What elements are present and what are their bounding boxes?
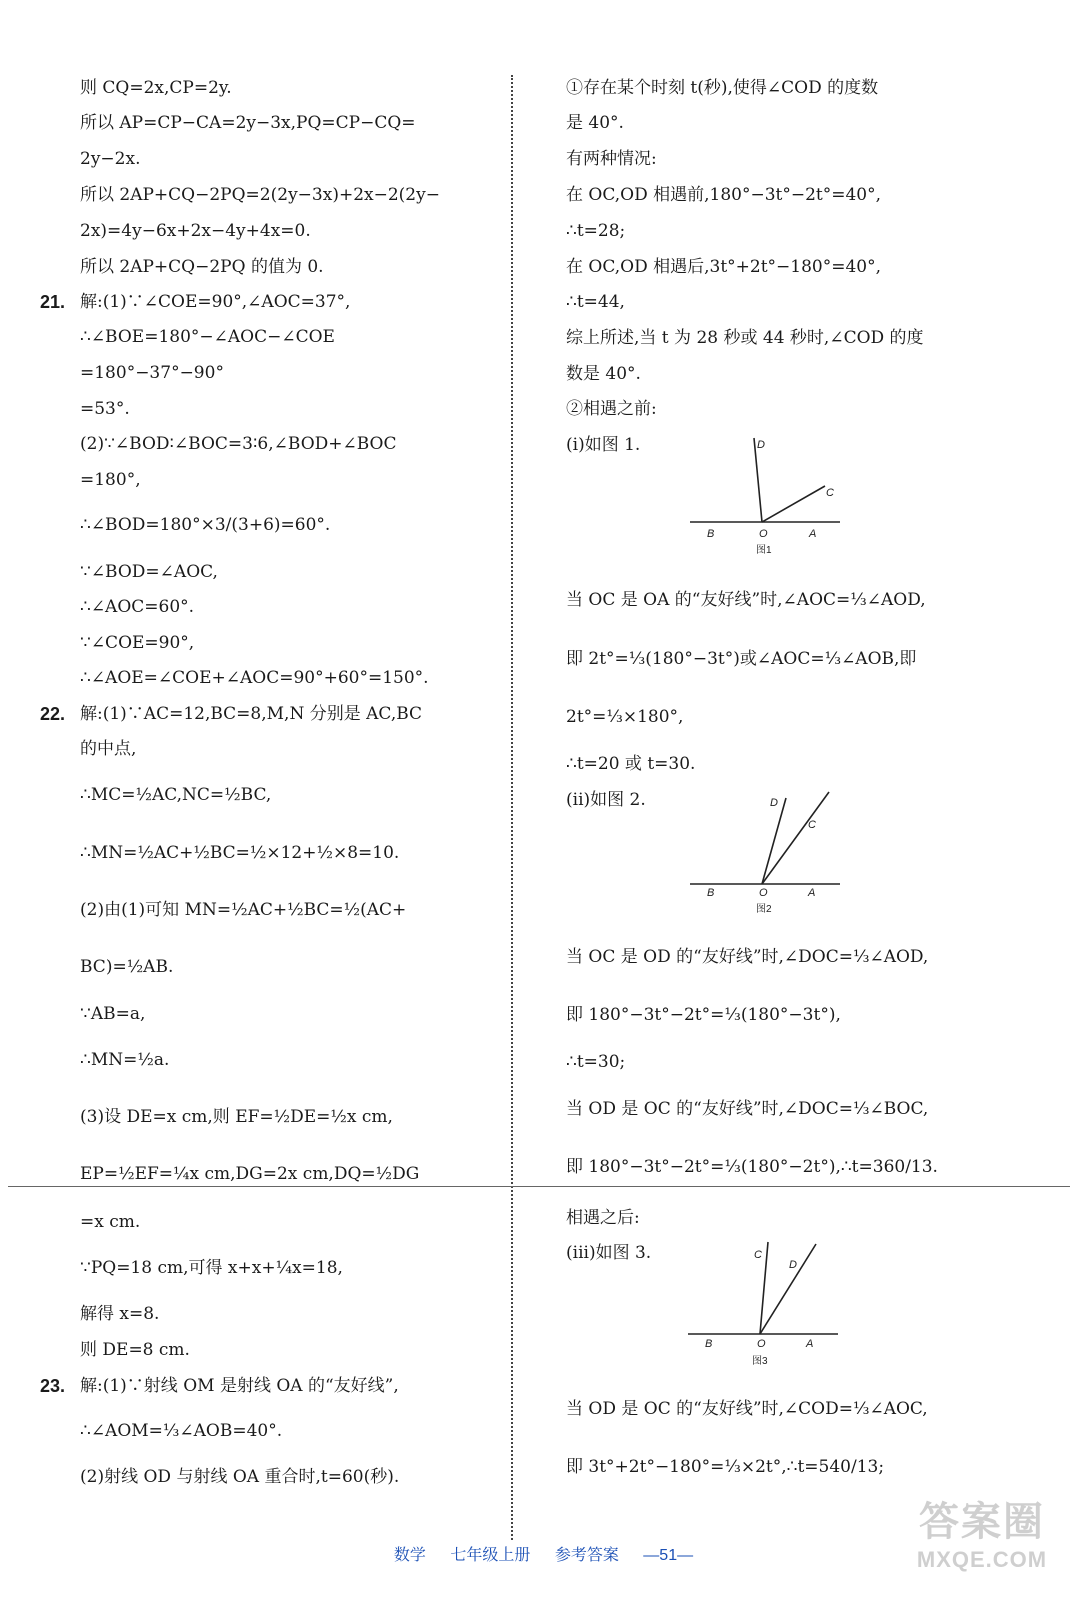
footer-grade: 七年级上册	[450, 1547, 531, 1564]
text-line: (iii)如图 3.	[566, 1243, 652, 1263]
figure-3	[688, 1240, 843, 1370]
text-line: =53°.	[80, 399, 130, 419]
text-line: 2t°=⅓×180°,	[566, 707, 684, 727]
text-line: 则 DE=8 cm.	[80, 1340, 190, 1360]
text-line: 则 CQ=2x,CP=2y.	[80, 78, 232, 98]
text-line: ②相遇之前:	[566, 399, 657, 419]
text-line: (2)∵∠BOD∶∠BOC=3∶6,∠BOD+∠BOC	[80, 434, 397, 454]
text-line: ∴MN=½a.	[80, 1050, 170, 1070]
label-a: A	[806, 1338, 814, 1350]
text-line: 即 3t°+2t°−180°=⅓×2t°,∴t=540/13;	[566, 1457, 885, 1477]
text-line: 当 OC 是 OD 的“友好线”时,∠DOC=⅓∠AOD,	[566, 947, 929, 967]
text-line: ∴t=28;	[566, 221, 626, 241]
text-line: 解得 x=8.	[80, 1304, 160, 1324]
label-b: B	[705, 1338, 713, 1350]
text-line: ∴t=30;	[566, 1052, 626, 1072]
question-number: 23.	[40, 1376, 66, 1396]
question-number: 22.	[40, 704, 66, 724]
text-line: 2x)=4y−6x+2x−4y+4x=0.	[80, 221, 311, 241]
column-divider	[511, 75, 513, 1540]
label-o: O	[759, 528, 768, 540]
text-line: 的中点,	[80, 739, 137, 759]
text-line: 综上所述,当 t 为 28 秒或 44 秒时,∠COD 的度	[566, 328, 924, 348]
text-line: (ii)如图 2.	[566, 790, 646, 810]
text-line: 相遇之后:	[566, 1208, 640, 1228]
label-o: O	[759, 887, 768, 899]
label-b: B	[707, 887, 715, 899]
text-line: ∵∠BOD=∠AOC,	[80, 562, 218, 582]
figure-2	[690, 790, 845, 916]
label-d: D	[770, 797, 778, 809]
label-b: B	[707, 528, 715, 540]
watermark-logo	[897, 1490, 1067, 1590]
text-line: ①存在某个时刻 t(秒),使得∠COD 的度数	[566, 78, 879, 98]
text-line: 当 OD 是 OC 的“友好线”时,∠COD=⅓∠AOC,	[566, 1399, 928, 1419]
label-o: O	[757, 1338, 766, 1350]
text-line: 即 2t°=⅓(180°−3t°)或∠AOC=⅓∠AOB,即	[566, 649, 917, 669]
text-line: ∴t=20 或 t=30.	[566, 754, 696, 774]
label-a: A	[809, 528, 817, 540]
text-line: 当 OD 是 OC 的“友好线”时,∠DOC=⅓∠BOC,	[566, 1099, 929, 1119]
text-line: ∵AB=a,	[80, 1004, 146, 1024]
text-line: 所以 2AP+CQ−2PQ=2(2y−3x)+2x−2(2y−	[80, 185, 440, 205]
figure-caption: 图2	[756, 904, 772, 915]
figure-caption: 图3	[752, 1356, 768, 1367]
text-line: 在 OC,OD 相遇前,180°−3t°−2t°=40°,	[566, 185, 882, 205]
text-line: BC)=½AB.	[80, 957, 174, 977]
text-line: (2)射线 OD 与射线 OA 重合时,t=60(秒).	[80, 1467, 400, 1487]
text-line: 在 OC,OD 相遇后,3t°+2t°−180°=40°,	[566, 257, 882, 277]
text-line: ∴∠AOM=⅓∠AOB=40°.	[80, 1421, 283, 1441]
watermark-title: 答案圈	[919, 1500, 1045, 1544]
label-c: C	[754, 1249, 762, 1261]
text-line: 所以 2AP+CQ−2PQ 的值为 0.	[80, 257, 324, 277]
footer-subject: 数学	[393, 1547, 426, 1564]
text-line: ∴MC=½AC,NC=½BC,	[80, 785, 272, 805]
page-number: —51—	[643, 1547, 694, 1564]
label-a: A	[808, 887, 816, 899]
text-line: ∴∠AOE=∠COE+∠AOC=90°+60°=150°.	[80, 668, 429, 688]
text-line: 解:(1)∵∠COE=90°,∠AOC=37°,	[80, 292, 351, 312]
text-line: ∵PQ=18 cm,可得 x+x+¼x=18,	[80, 1258, 343, 1278]
text-line: 当 OC 是 OA 的“友好线”时,∠AOC=⅓∠AOD,	[566, 590, 926, 610]
question-number: 21.	[40, 292, 66, 312]
text-line: ∵∠COE=90°,	[80, 633, 195, 653]
text-line: 所以 AP=CP−CA=2y−3x,PQ=CP−CQ=	[80, 113, 416, 133]
text-line: EP=½EF=¼x cm,DG=2x cm,DQ=½DG	[80, 1164, 420, 1184]
text-line: 是 40°.	[566, 113, 624, 133]
horizontal-rule	[8, 1186, 1070, 1187]
text-line: 解:(1)∵AC=12,BC=8,M,N 分别是 AC,BC	[80, 704, 423, 724]
text-line: 解:(1)∵射线 OM 是射线 OA 的“友好线”,	[80, 1376, 399, 1396]
text-line: ∴∠AOC=60°.	[80, 597, 195, 617]
watermark-url: MXQE.COM	[916, 1547, 1048, 1572]
figure-1	[690, 436, 845, 562]
footer-section: 参考答案	[554, 1547, 619, 1564]
text-line: 数是 40°.	[566, 364, 641, 384]
label-c: C	[826, 487, 834, 499]
text-line: (3)设 DE=x cm,则 EF=½DE=½x cm,	[80, 1107, 393, 1127]
label-d: D	[789, 1259, 797, 1271]
text-line: (i)如图 1.	[566, 435, 641, 455]
text-line: 有两种情况:	[566, 149, 657, 169]
text-line: ∴MN=½AC+½BC=½×12+½×8=10.	[80, 843, 400, 863]
text-line: 即 180°−3t°−2t°=⅓(180°−2t°),∴t=360/13.	[566, 1157, 938, 1177]
text-line: (2)由(1)可知 MN=½AC+½BC=½(AC+	[80, 900, 407, 920]
text-line: =180°,	[80, 470, 141, 490]
text-line: ∴t=44,	[566, 292, 625, 312]
label-d: D	[757, 439, 765, 451]
text-line: =x cm.	[80, 1212, 141, 1232]
text-line: ∴∠BOD=180°×3/(3+6)=60°.	[80, 515, 331, 535]
text-line: 即 180°−3t°−2t°=⅓(180°−3t°),	[566, 1005, 841, 1025]
text-line: ∴∠BOE=180°−∠AOC−∠COE	[80, 327, 335, 347]
label-c: C	[808, 819, 816, 831]
figure-caption: 图1	[756, 545, 772, 556]
text-line: 2y−2x.	[80, 149, 141, 169]
text-line: =180°−37°−90°	[80, 363, 224, 383]
